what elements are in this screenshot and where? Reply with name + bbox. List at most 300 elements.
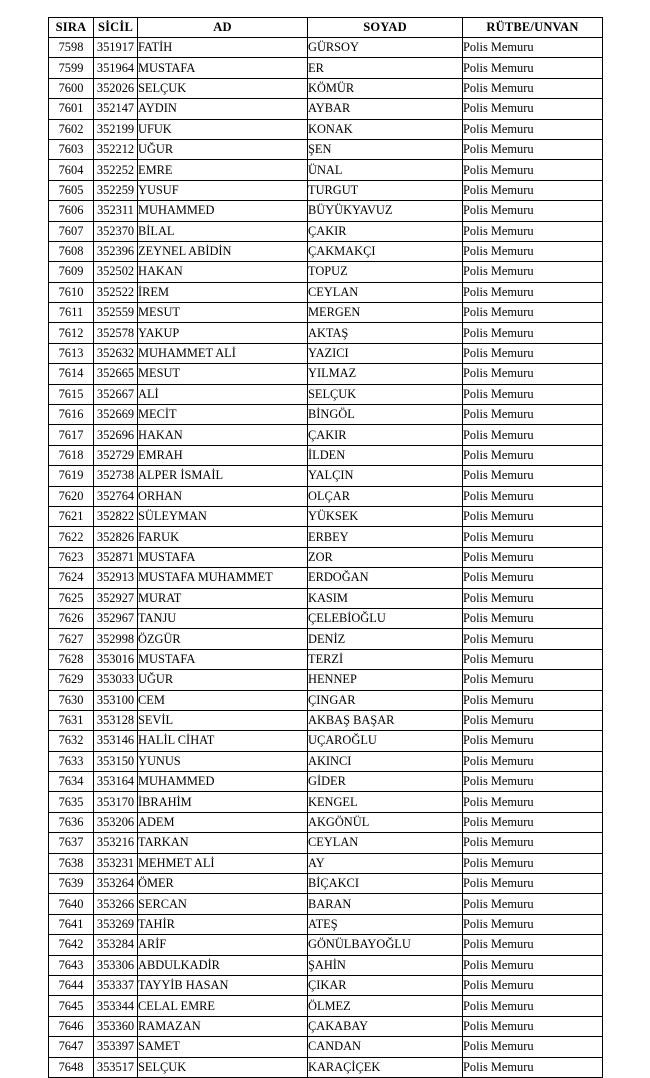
cell-ad: SELÇUK [138,1057,308,1077]
cell-sicil: 352696 [94,425,138,445]
cell-sicil: 352559 [94,303,138,323]
cell-soyad: AKGÖNÜL [308,812,463,832]
table-row [49,874,603,894]
column-header-rutbe: RÜTBE/UNVAN [463,18,603,38]
cell-sira: 7611 [49,303,94,323]
cell-soyad: MERGEN [308,303,463,323]
cell-soyad: DENİZ [308,629,463,649]
cell-ad: FARUK [138,527,308,547]
cell-sira: 7628 [49,649,94,669]
cell-soyad: ÖLMEZ [308,996,463,1016]
cell-sira: 7630 [49,690,94,710]
cell-sira: 7647 [49,1037,94,1057]
cell-sicil: 353206 [94,812,138,832]
cell-soyad: ZOR [308,547,463,567]
cell-soyad: ŞEN [308,139,463,159]
cell-ad: ÖZGÜR [138,629,308,649]
cell-sira: 7600 [49,78,94,98]
table-row [49,466,603,486]
cell-rutbe: Polis Memuru [463,792,603,812]
cell-soyad: UÇAROĞLU [308,731,463,751]
cell-sira: 7606 [49,201,94,221]
cell-soyad: KONAK [308,119,463,139]
cell-rutbe: Polis Memuru [463,833,603,853]
cell-sira: 7637 [49,833,94,853]
cell-rutbe: Polis Memuru [463,527,603,547]
table-row [49,792,603,812]
cell-rutbe: Polis Memuru [463,649,603,669]
cell-ad: ALPER İSMAİL [138,466,308,486]
table-row [49,364,603,384]
table-row [49,894,603,914]
cell-ad: EMRAH [138,445,308,465]
cell-rutbe: Polis Memuru [463,710,603,730]
cell-sicil: 353344 [94,996,138,1016]
cell-sicil: 352826 [94,527,138,547]
table-row [49,527,603,547]
cell-sicil: 353264 [94,874,138,894]
cell-sira: 7633 [49,751,94,771]
cell-ad: FATİH [138,38,308,58]
document-page [48,17,602,1078]
cell-rutbe: Polis Memuru [463,772,603,792]
cell-ad: SAMET [138,1037,308,1057]
cell-ad: MUSTAFA MUHAMMET [138,568,308,588]
cell-ad: UFUK [138,119,308,139]
cell-rutbe: Polis Memuru [463,568,603,588]
cell-soyad: ERBEY [308,527,463,547]
cell-ad: RAMAZAN [138,1016,308,1036]
cell-sira: 7629 [49,670,94,690]
cell-rutbe: Polis Memuru [463,690,603,710]
table-row [49,751,603,771]
cell-soyad: AKBAŞ BAŞAR [308,710,463,730]
cell-soyad: KÖMÜR [308,78,463,98]
cell-ad: MURAT [138,588,308,608]
cell-sicil: 351964 [94,58,138,78]
table-row [49,323,603,343]
cell-rutbe: Polis Memuru [463,975,603,995]
cell-sira: 7621 [49,506,94,526]
cell-ad: İBRAHİM [138,792,308,812]
table-row [49,935,603,955]
cell-rutbe: Polis Memuru [463,812,603,832]
cell-rutbe: Polis Memuru [463,1057,603,1077]
cell-ad: MUSTAFA [138,649,308,669]
table-row [49,38,603,58]
cell-sira: 7604 [49,160,94,180]
cell-ad: AYDIN [138,99,308,119]
cell-rutbe: Polis Memuru [463,139,603,159]
cell-sicil: 353150 [94,751,138,771]
cell-sicil: 352738 [94,466,138,486]
cell-ad: UĞUR [138,670,308,690]
cell-sira: 7616 [49,405,94,425]
cell-soyad: TURGUT [308,180,463,200]
cell-sicil: 353033 [94,670,138,690]
cell-soyad: BARAN [308,894,463,914]
cell-ad: ARİF [138,935,308,955]
cell-sira: 7640 [49,894,94,914]
cell-sicil: 352502 [94,262,138,282]
cell-ad: ORHAN [138,486,308,506]
cell-sicil: 353337 [94,975,138,995]
cell-soyad: İLDEN [308,445,463,465]
cell-rutbe: Polis Memuru [463,221,603,241]
cell-sira: 7613 [49,343,94,363]
cell-sira: 7608 [49,241,94,261]
table-row [49,690,603,710]
table-row [49,303,603,323]
table-row [49,955,603,975]
cell-soyad: GÜRSOY [308,38,463,58]
table-row [49,588,603,608]
cell-sira: 7605 [49,180,94,200]
cell-ad: SEVİL [138,710,308,730]
cell-rutbe: Polis Memuru [463,1016,603,1036]
cell-sicil: 352578 [94,323,138,343]
cell-ad: HAKAN [138,425,308,445]
table-row [49,445,603,465]
cell-sicil: 353266 [94,894,138,914]
cell-rutbe: Polis Memuru [463,608,603,628]
cell-rutbe: Polis Memuru [463,99,603,119]
cell-sira: 7639 [49,874,94,894]
cell-sicil: 353517 [94,1057,138,1077]
cell-sira: 7635 [49,792,94,812]
cell-sira: 7627 [49,629,94,649]
cell-ad: CEM [138,690,308,710]
cell-rutbe: Polis Memuru [463,731,603,751]
cell-sicil: 353016 [94,649,138,669]
cell-ad: EMRE [138,160,308,180]
table-row [49,405,603,425]
cell-soyad: YILMAZ [308,364,463,384]
cell-rutbe: Polis Memuru [463,425,603,445]
table-row [49,343,603,363]
cell-sira: 7609 [49,262,94,282]
cell-sira: 7631 [49,710,94,730]
table-row [49,975,603,995]
table-row [49,772,603,792]
table-row [49,425,603,445]
table-header [49,18,603,38]
cell-ad: TAYYİB HASAN [138,975,308,995]
cell-ad: TANJU [138,608,308,628]
cell-rutbe: Polis Memuru [463,343,603,363]
cell-sicil: 353306 [94,955,138,975]
cell-ad: TAHİR [138,914,308,934]
table-row [49,1057,603,1077]
cell-soyad: ÇIKAR [308,975,463,995]
cell-sicil: 352147 [94,99,138,119]
cell-rutbe: Polis Memuru [463,160,603,180]
cell-rutbe: Polis Memuru [463,445,603,465]
cell-ad: MESUT [138,303,308,323]
cell-sira: 7615 [49,384,94,404]
cell-soyad: AKINCI [308,751,463,771]
cell-soyad: KASIM [308,588,463,608]
cell-sira: 7602 [49,119,94,139]
cell-ad: MEHMET ALİ [138,853,308,873]
cell-rutbe: Polis Memuru [463,935,603,955]
cell-sira: 7646 [49,1016,94,1036]
cell-soyad: BİNGÖL [308,405,463,425]
cell-soyad: AKTAŞ [308,323,463,343]
cell-sicil: 353397 [94,1037,138,1057]
cell-sicil: 353128 [94,710,138,730]
cell-ad: YAKUP [138,323,308,343]
table-row [49,221,603,241]
cell-sira: 7614 [49,364,94,384]
cell-sira: 7607 [49,221,94,241]
personnel-roster-table [48,17,603,1078]
cell-ad: HAKAN [138,262,308,282]
cell-sira: 7626 [49,608,94,628]
cell-rutbe: Polis Memuru [463,874,603,894]
cell-sira: 7598 [49,38,94,58]
cell-rutbe: Polis Memuru [463,629,603,649]
cell-sira: 7648 [49,1057,94,1077]
cell-rutbe: Polis Memuru [463,384,603,404]
cell-sicil: 352913 [94,568,138,588]
cell-sicil: 352871 [94,547,138,567]
table-row [49,78,603,98]
table-row [49,608,603,628]
table-row [49,914,603,934]
table-header-row [49,18,603,38]
cell-rutbe: Polis Memuru [463,506,603,526]
cell-sicil: 352632 [94,343,138,363]
cell-soyad: ÇAKMAKÇI [308,241,463,261]
table-row [49,996,603,1016]
cell-soyad: BİÇAKCI [308,874,463,894]
cell-ad: ZEYNEL ABİDİN [138,241,308,261]
cell-sira: 7642 [49,935,94,955]
cell-sira: 7617 [49,425,94,445]
cell-sicil: 352370 [94,221,138,241]
cell-ad: ABDULKADİR [138,955,308,975]
cell-sicil: 352764 [94,486,138,506]
cell-sira: 7638 [49,853,94,873]
cell-rutbe: Polis Memuru [463,364,603,384]
table-row [49,547,603,567]
cell-soyad: HENNEP [308,670,463,690]
cell-soyad: ÇAKIR [308,221,463,241]
table-row [49,119,603,139]
table-row [49,812,603,832]
table-row [49,506,603,526]
cell-ad: YUSUF [138,180,308,200]
table-row [49,486,603,506]
cell-soyad: ERDOĞAN [308,568,463,588]
cell-rutbe: Polis Memuru [463,38,603,58]
cell-soyad: KARAÇİÇEK [308,1057,463,1077]
cell-soyad: AYBAR [308,99,463,119]
cell-ad: ÖMER [138,874,308,894]
cell-rutbe: Polis Memuru [463,466,603,486]
cell-sira: 7645 [49,996,94,1016]
cell-soyad: ÇAKABAY [308,1016,463,1036]
cell-soyad: GÖNÜLBAYOĞLU [308,935,463,955]
cell-soyad: ÜNAL [308,160,463,180]
cell-sicil: 352729 [94,445,138,465]
cell-soyad: ÇINGAR [308,690,463,710]
cell-sicil: 353216 [94,833,138,853]
cell-rutbe: Polis Memuru [463,914,603,934]
table-row [49,180,603,200]
cell-sira: 7619 [49,466,94,486]
cell-ad: CELAL EMRE [138,996,308,1016]
cell-soyad: ÇELEBİOĞLU [308,608,463,628]
cell-sicil: 353284 [94,935,138,955]
cell-sicil: 352396 [94,241,138,261]
cell-sira: 7634 [49,772,94,792]
cell-ad: İREM [138,282,308,302]
cell-sicil: 352026 [94,78,138,98]
cell-soyad: ÇAKIR [308,425,463,445]
table-row [49,1016,603,1036]
cell-ad: MUHAMMED [138,201,308,221]
table-row [49,58,603,78]
cell-rutbe: Polis Memuru [463,1037,603,1057]
cell-rutbe: Polis Memuru [463,853,603,873]
cell-ad: ADEM [138,812,308,832]
cell-rutbe: Polis Memuru [463,282,603,302]
cell-soyad: CEYLAN [308,833,463,853]
cell-rutbe: Polis Memuru [463,894,603,914]
cell-sicil: 352669 [94,405,138,425]
column-header-soyad: SOYAD [308,18,463,38]
cell-ad: TARKAN [138,833,308,853]
column-header-ad: AD [138,18,308,38]
table-body [49,38,603,1078]
cell-sicil: 351917 [94,38,138,58]
cell-rutbe: Polis Memuru [463,201,603,221]
cell-rutbe: Polis Memuru [463,303,603,323]
cell-soyad: KENGEL [308,792,463,812]
cell-sicil: 352822 [94,506,138,526]
cell-sira: 7636 [49,812,94,832]
cell-soyad: YÜKSEK [308,506,463,526]
table-row [49,833,603,853]
cell-ad: MUSTAFA [138,58,308,78]
cell-ad: MESUT [138,364,308,384]
cell-ad: MECİT [138,405,308,425]
cell-sicil: 352522 [94,282,138,302]
table-row [49,629,603,649]
cell-sicil: 352252 [94,160,138,180]
cell-soyad: YALÇIN [308,466,463,486]
cell-sira: 7641 [49,914,94,934]
cell-sicil: 353269 [94,914,138,934]
cell-rutbe: Polis Memuru [463,547,603,567]
table-row [49,241,603,261]
table-row [49,201,603,221]
cell-sicil: 353360 [94,1016,138,1036]
cell-sira: 7632 [49,731,94,751]
cell-soyad: TOPUZ [308,262,463,282]
table-row [49,731,603,751]
cell-sicil: 352199 [94,119,138,139]
cell-sira: 7620 [49,486,94,506]
cell-sira: 7624 [49,568,94,588]
table-row [49,262,603,282]
cell-ad: YUNUS [138,751,308,771]
cell-rutbe: Polis Memuru [463,262,603,282]
table-row [49,160,603,180]
cell-sicil: 352212 [94,139,138,159]
table-row [49,1037,603,1057]
table-row [49,384,603,404]
cell-rutbe: Polis Memuru [463,588,603,608]
cell-soyad: ŞAHİN [308,955,463,975]
cell-sira: 7643 [49,955,94,975]
table-row [49,282,603,302]
cell-ad: BİLAL [138,221,308,241]
cell-sira: 7622 [49,527,94,547]
table-row [49,649,603,669]
cell-soyad: SELÇUK [308,384,463,404]
cell-soyad: ER [308,58,463,78]
cell-soyad: OLÇAR [308,486,463,506]
cell-soyad: AY [308,853,463,873]
table-row [49,853,603,873]
cell-sicil: 352927 [94,588,138,608]
cell-sicil: 353164 [94,772,138,792]
cell-sira: 7610 [49,282,94,302]
cell-sira: 7618 [49,445,94,465]
cell-ad: SELÇUK [138,78,308,98]
cell-ad: SERCAN [138,894,308,914]
cell-sira: 7603 [49,139,94,159]
cell-rutbe: Polis Memuru [463,486,603,506]
cell-ad: HALİL CİHAT [138,731,308,751]
table-row [49,99,603,119]
cell-sicil: 353231 [94,853,138,873]
cell-sicil: 352259 [94,180,138,200]
cell-ad: UĞUR [138,139,308,159]
cell-sicil: 352311 [94,201,138,221]
column-header-sira: SIRA [49,18,94,38]
cell-ad: MUHAMMET ALİ [138,343,308,363]
cell-sicil: 352967 [94,608,138,628]
cell-rutbe: Polis Memuru [463,996,603,1016]
cell-rutbe: Polis Memuru [463,751,603,771]
cell-soyad: ATEŞ [308,914,463,934]
cell-ad: MUHAMMED [138,772,308,792]
cell-sicil: 352665 [94,364,138,384]
cell-sicil: 353146 [94,731,138,751]
cell-soyad: BÜYÜKYAVUZ [308,201,463,221]
cell-sicil: 353170 [94,792,138,812]
cell-ad: SÜLEYMAN [138,506,308,526]
cell-rutbe: Polis Memuru [463,180,603,200]
cell-rutbe: Polis Memuru [463,58,603,78]
cell-soyad: CEYLAN [308,282,463,302]
cell-soyad: CANDAN [308,1037,463,1057]
cell-ad: ALİ [138,384,308,404]
cell-sira: 7601 [49,99,94,119]
cell-rutbe: Polis Memuru [463,323,603,343]
cell-sira: 7599 [49,58,94,78]
cell-sira: 7623 [49,547,94,567]
table-row [49,670,603,690]
cell-rutbe: Polis Memuru [463,119,603,139]
table-row [49,710,603,730]
cell-soyad: YAZICI [308,343,463,363]
cell-sicil: 352667 [94,384,138,404]
